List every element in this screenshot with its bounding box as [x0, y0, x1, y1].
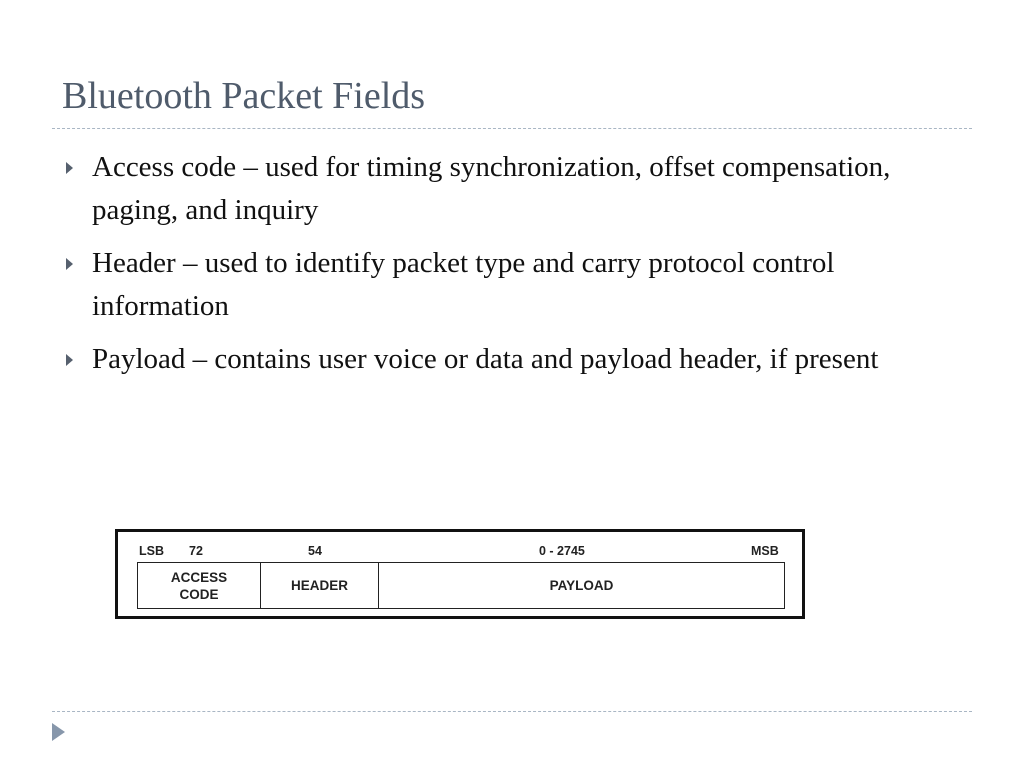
triangle-bullet-icon — [66, 354, 73, 366]
triangle-bullet-icon — [66, 162, 73, 174]
access-code-label-line1: ACCESS — [170, 569, 228, 585]
payload-field: PAYLOAD — [549, 578, 614, 593]
title-divider — [52, 128, 972, 129]
footer-divider — [52, 711, 972, 712]
msb-label: MSB — [751, 544, 779, 558]
next-slide-icon[interactable] — [52, 723, 65, 741]
packet-format-diagram — [115, 529, 805, 619]
bullet-item-payload — [62, 338, 962, 381]
bullet-text: Access code – used for timing synchronization, offset compensation, paging, and inquiry — [92, 151, 891, 226]
access-code-field — [138, 563, 261, 608]
bullet-list — [62, 146, 962, 391]
access-code-label-line2: CODE — [179, 586, 219, 602]
packet-fields-row — [137, 562, 785, 609]
bullet-text: Payload – contains user voice or data and payload header, if present — [92, 343, 879, 375]
bullet-item-header — [62, 242, 962, 328]
header-bits: 54 — [308, 544, 322, 558]
bullet-item-access-code — [62, 146, 962, 232]
payload-bits: 0 - 2745 — [539, 544, 585, 558]
slide-title: Bluetooth Packet Fields — [62, 75, 426, 117]
lsb-label: LSB — [139, 544, 164, 558]
access-code-bits: 72 — [189, 544, 203, 558]
triangle-bullet-icon — [66, 258, 73, 270]
header-field: HEADER — [261, 563, 379, 608]
bullet-text: Header – used to identify packet type and carry protocol control information — [92, 247, 835, 322]
